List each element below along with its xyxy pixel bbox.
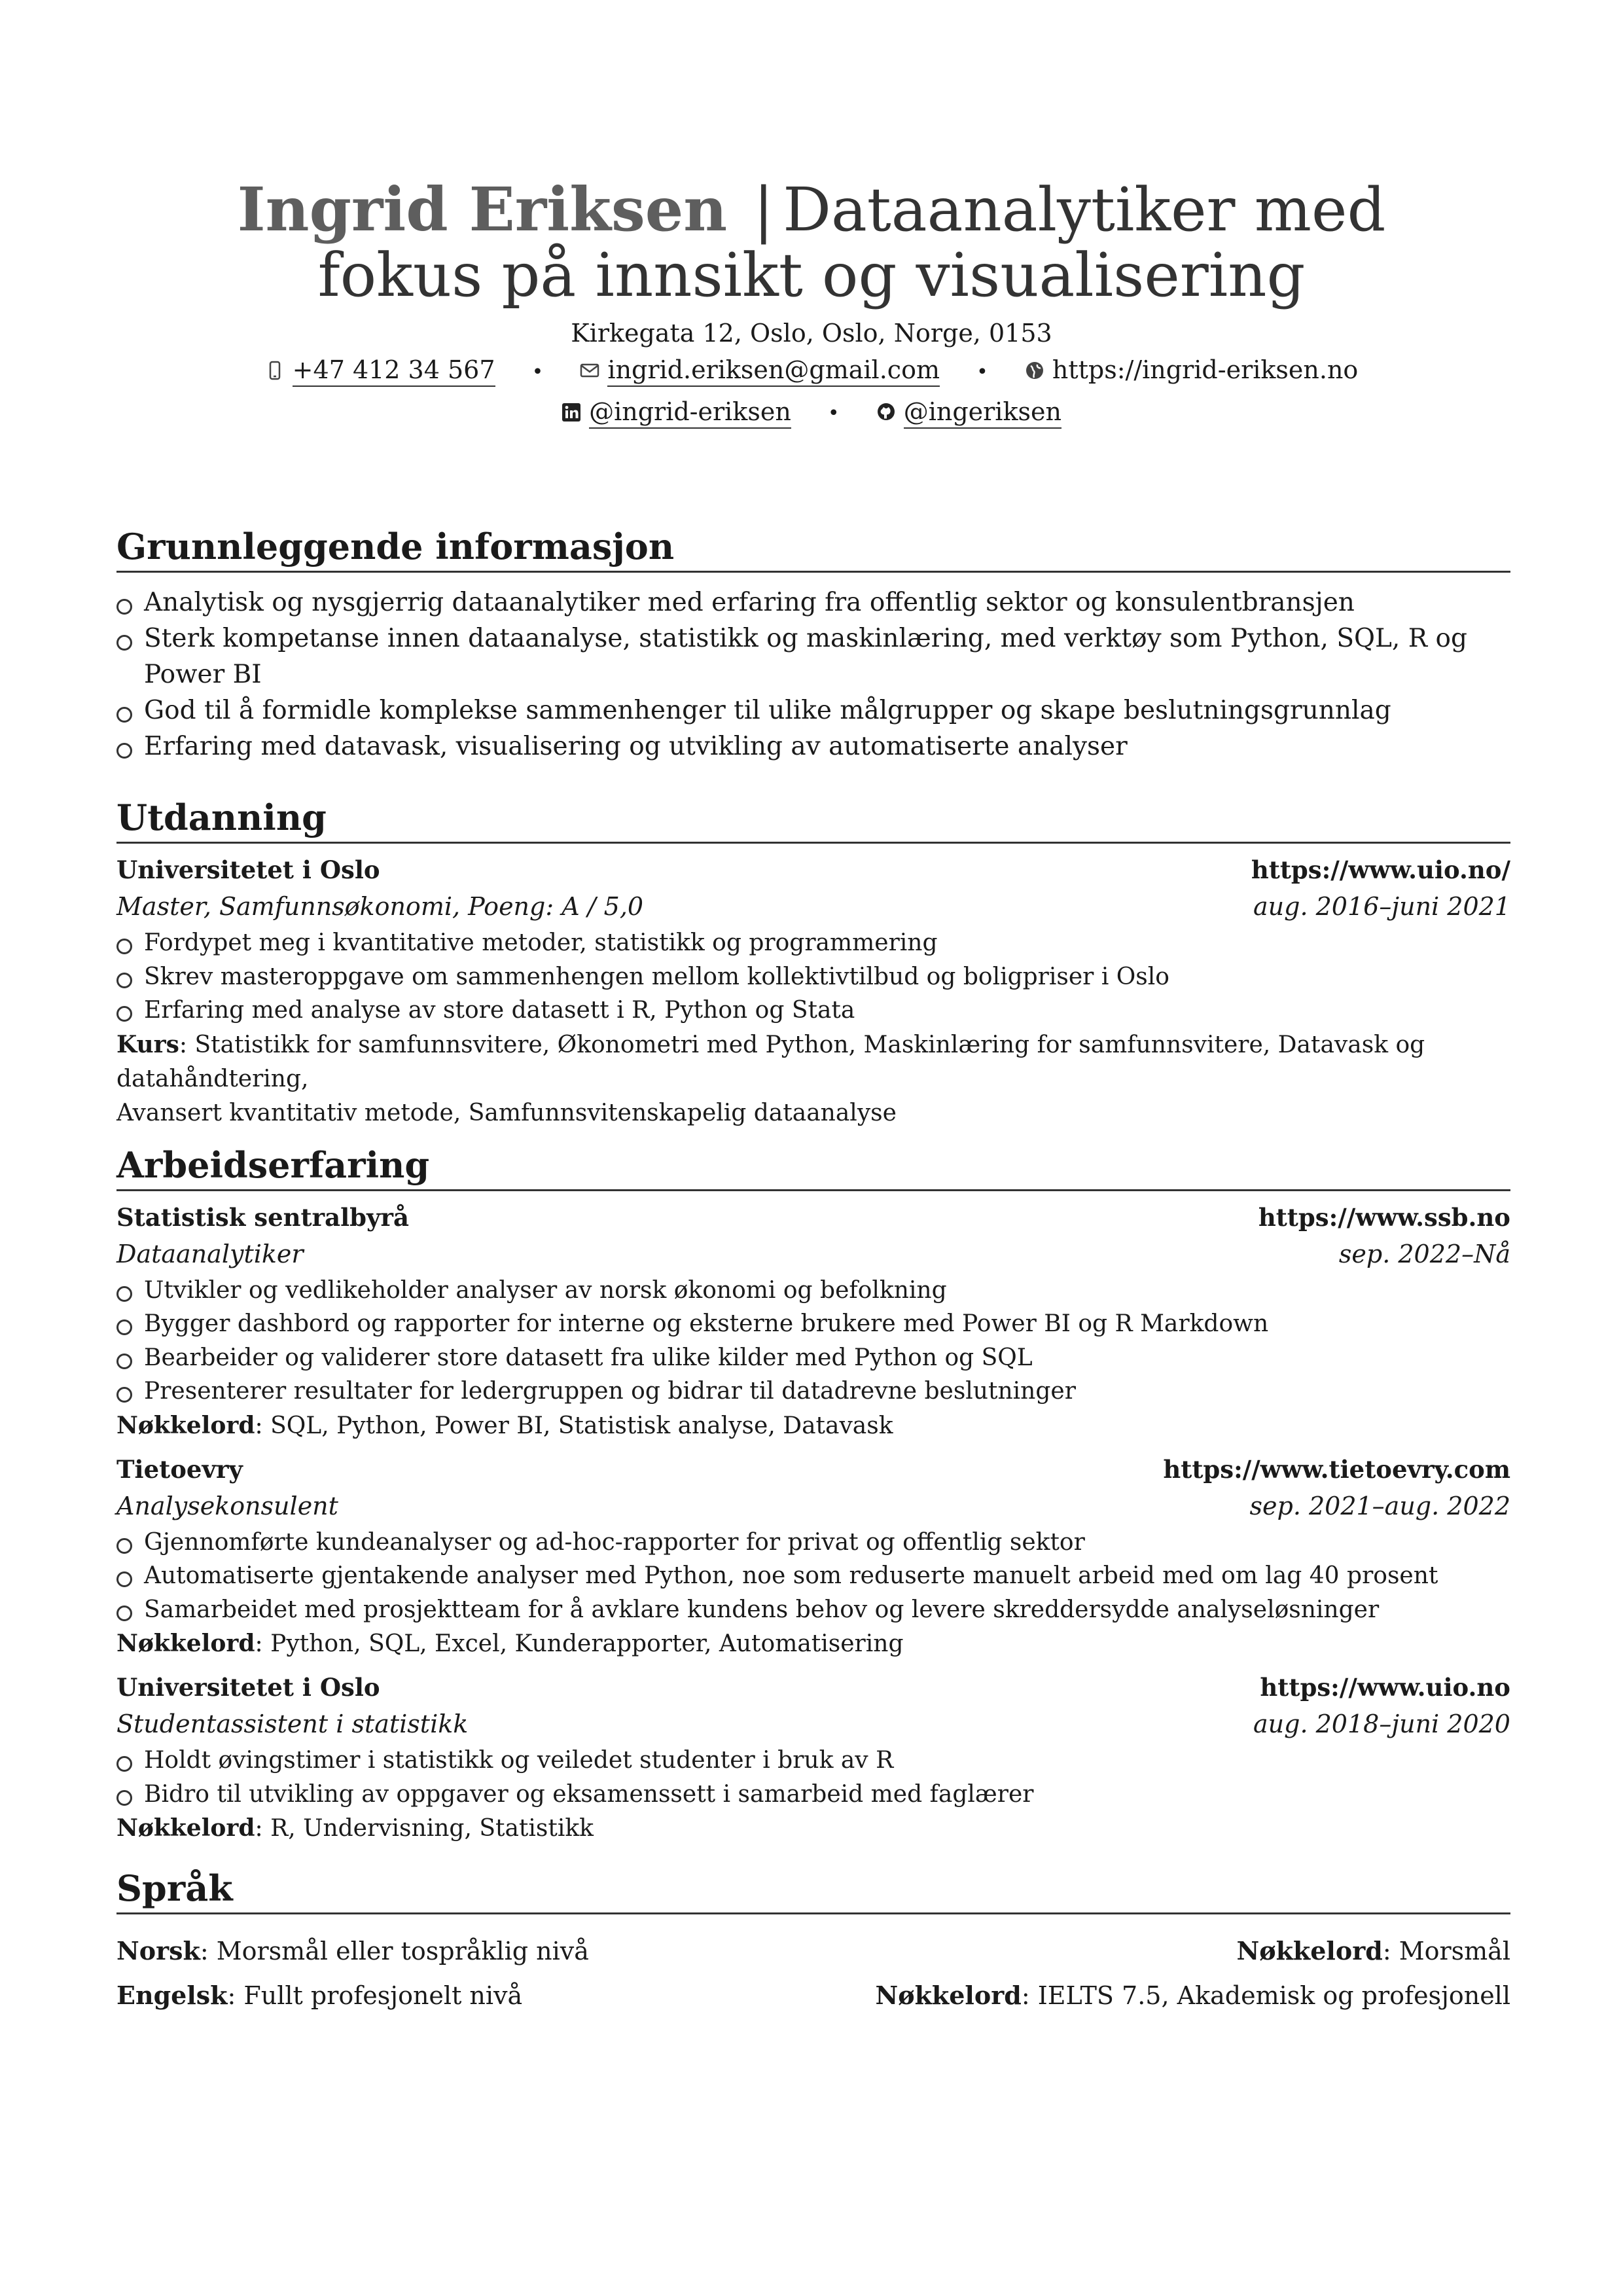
- list-item: Automatiserte gjentakende analyser med Python, noe som reduserte manuelt arbeid med om lag 40 prosent: [116, 1559, 1510, 1593]
- job-role: Analysekonsulent: [116, 1491, 338, 1520]
- list-item: Gjennomførte kundeanalyser og ad-hoc-rapporter for privat og offentlig sektor: [116, 1526, 1510, 1560]
- github-icon: [876, 403, 896, 422]
- list-item: Samarbeidet med prosjektteam for å avklare kundens behov og levere skreddersydde analyseløsninger: [116, 1593, 1510, 1627]
- list-item: Erfaring med datavask, visualisering og utvikling av automatiserte analyser: [116, 728, 1510, 764]
- resume-header: [0, 174, 1623, 433]
- list-item: Skrev masteroppgave om sammenhengen mellom kollektivtilbud og boligpriser i Oslo: [116, 960, 1510, 994]
- email-link[interactable]: ingrid.eriksen@gmail.com: [580, 350, 940, 389]
- list-item: Bearbeider og validerer store datasett fra ulike kilder med Python og SQL: [116, 1341, 1510, 1375]
- job-entry: [116, 1199, 1510, 1443]
- section-title: Språk: [116, 1865, 1510, 1914]
- job-role: Dataanalytiker: [116, 1239, 304, 1268]
- job-list: [116, 1526, 1510, 1627]
- separator-dot: •: [531, 360, 544, 384]
- education-list: [116, 926, 1510, 1028]
- language-row: [116, 1973, 1510, 2018]
- employer-url[interactable]: https://www.uio.no: [1260, 1673, 1510, 1702]
- employer-name: Tietoevry: [116, 1454, 243, 1484]
- institution-name: Universitetet i Oslo: [116, 855, 380, 884]
- degree: Master, Samfunnsøkonomi, Poeng: A / 5,0: [116, 892, 644, 921]
- job-keywords: Nøkkelord: R, Undervisning, Statistikk: [116, 1814, 594, 1842]
- list-item: Holdt øvingstimer i statistikk og veiledet studenter i bruk av R: [116, 1744, 1510, 1778]
- job-list: [116, 1274, 1510, 1408]
- contact-line-2: [0, 392, 1623, 434]
- job-keywords: Nøkkelord: Python, SQL, Excel, Kunderapporter, Automatisering: [116, 1630, 904, 1657]
- title-separator: |: [753, 175, 774, 245]
- language-keywords: Nøkkelord: IELTS 7.5, Akademisk og profesjonell: [875, 1981, 1510, 2010]
- list-item: Erfaring med analyse av store datasett i R, Python og Stata: [116, 994, 1510, 1028]
- list-item: God til å formidle komplekse sammenhenger til ulike målgrupper og skape beslutningsgrunnlag: [116, 692, 1510, 728]
- list-item: Bygger dashbord og rapporter for interne og eksterne brukere med Power BI og R Markdown: [116, 1307, 1510, 1341]
- linkedin-link[interactable]: @ingrid-eriksen: [562, 392, 791, 431]
- job-entry: [116, 1669, 1510, 1846]
- contact-line-1: [0, 350, 1623, 392]
- phone-link[interactable]: +47 412 34 567: [265, 350, 495, 389]
- education-entry: [116, 852, 1510, 1130]
- employer-url[interactable]: https://www.tietoevry.com: [1163, 1454, 1510, 1484]
- summary-list: [116, 584, 1510, 764]
- list-item: Analytisk og nysgjerrig dataanalytiker med erfaring fra offentlig sektor og konsulentbransjen: [116, 584, 1510, 620]
- languages-section: [116, 1865, 1510, 2018]
- list-item: Presenterer resultater for ledergruppen og bidrar til datadrevne beslutninger: [116, 1374, 1510, 1408]
- language-level: Engelsk: Fullt profesjonelt nivå: [116, 1981, 523, 2010]
- linkedin-icon: [562, 403, 581, 422]
- job-entry: [116, 1451, 1510, 1662]
- job-date: sep. 2022–Nå: [1338, 1239, 1510, 1268]
- education-section: [116, 795, 1510, 1130]
- phone-icon: [265, 361, 285, 380]
- experience-section: [116, 1142, 1510, 1846]
- language-row: [116, 1929, 1510, 1973]
- employer-name: Statistisk sentralbyrå: [116, 1202, 409, 1232]
- job-keywords: Nøkkelord: SQL, Python, Power BI, Statistisk analyse, Datavask: [116, 1411, 893, 1439]
- institution-url[interactable]: https://www.uio.no/: [1251, 855, 1510, 884]
- list-item: Bidro til utvikling av oppgaver og eksamenssett i samarbeid med faglærer: [116, 1778, 1510, 1812]
- title-line-1: [0, 174, 1623, 245]
- list-item: Fordypet meg i kvantitative metoder, statistikk og programmering: [116, 926, 1510, 960]
- list-item: Utvikler og vedlikeholder analyser av norsk økonomi og befolkning: [116, 1274, 1510, 1308]
- employer-url[interactable]: https://www.ssb.no: [1258, 1202, 1510, 1232]
- job-role: Studentassistent i statistikk: [116, 1710, 469, 1738]
- headline-line-2: fokus på innsikt og visualisering: [317, 240, 1306, 310]
- courses: Kurs: Statistikk for samfunnsvitere, Økonometri med Python, Maskinlæring for samfunnsvitere, Datavask og datahåndtering,: [116, 1030, 1425, 1092]
- job-date: aug. 2018–juni 2020: [1253, 1710, 1510, 1738]
- employer-name: Universitetet i Oslo: [116, 1673, 380, 1702]
- resume-content: [116, 524, 1510, 2041]
- job-list: [116, 1744, 1510, 1811]
- section-title: Arbeidserfaring: [116, 1142, 1510, 1191]
- separator-dot: •: [976, 360, 988, 384]
- language-keywords: Nøkkelord: Morsmål: [1236, 1936, 1510, 1965]
- address: Kirkegata 12, Oslo, Oslo, Norge, 0153: [571, 319, 1052, 348]
- github-link[interactable]: @ingeriksen: [876, 392, 1061, 431]
- education-date: aug. 2016–juni 2021: [1253, 892, 1510, 921]
- section-title: Grunnleggende informasjon: [116, 524, 1510, 573]
- courses-continued: Avansert kvantitativ metode, Samfunnsvitenskapelig dataanalyse: [116, 1099, 897, 1126]
- job-date: sep. 2021–aug. 2022: [1249, 1491, 1510, 1520]
- language-level: Norsk: Morsmål eller tospråklig nivå: [116, 1936, 589, 1965]
- separator-dot: •: [827, 402, 840, 425]
- candidate-name: Ingrid Eriksen: [237, 174, 728, 245]
- section-title: Utdanning: [116, 795, 1510, 844]
- envelope-icon: [580, 361, 599, 380]
- summary-section: [116, 524, 1510, 764]
- website-link[interactable]: https://ingrid-eriksen.no: [1025, 350, 1358, 389]
- globe-icon: [1025, 361, 1044, 380]
- headline-line-1: Dataanalytiker med: [783, 175, 1386, 245]
- list-item: Sterk kompetanse innen dataanalyse, statistikk og maskinlæring, med verktøy som Python, SQL, R og Power BI: [116, 620, 1510, 692]
